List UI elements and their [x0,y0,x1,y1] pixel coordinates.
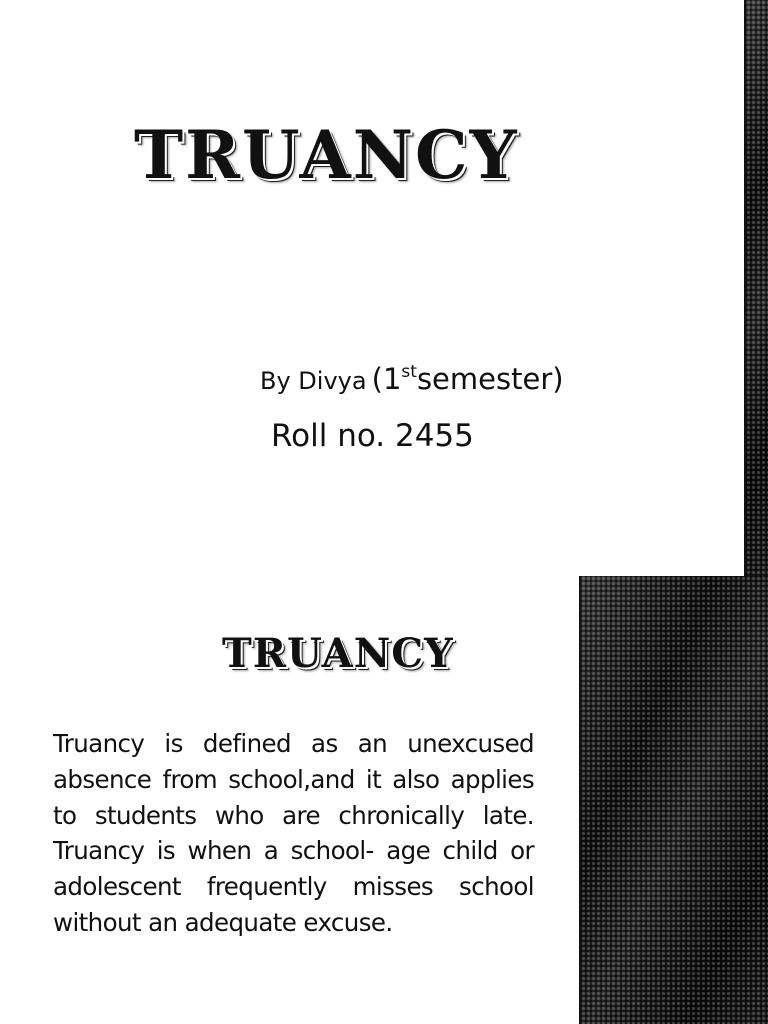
author-name: By Divya [260,367,367,395]
author-byline [260,362,564,396]
semester-superscript: st [401,362,417,382]
slide-2-title: TRUANCY [222,630,454,677]
slide-1-title: TRUANCY [134,116,519,194]
roll-number: Roll no. 2455 [271,418,474,454]
semester-rest: semester) [416,362,564,396]
dark-texture-panel [576,576,768,1024]
dark-texture-panel [741,0,768,576]
definition-paragraph: Truancy is defined as an unexcused absence from school,and it also applies to students who are chronically late. Truancy is when a school- age child or adolescent frequently misses school without an adequate excuse. [53,729,534,937]
semester-open: (1 [371,362,402,396]
